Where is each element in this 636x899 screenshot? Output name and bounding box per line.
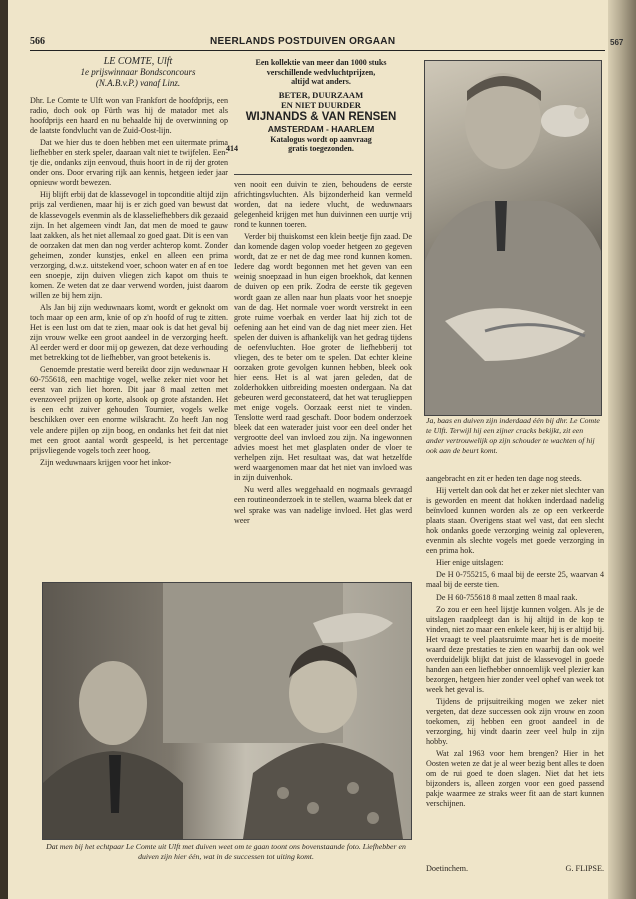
article-subtitle-2: (N.A.B.v.P.) vanaf Linz. <box>95 78 181 88</box>
paragraph: Genoemde prestatie werd bereikt door zijn weduwnaar H 60-755618, een machtige vogel, welke zeker niet voor het eerst van zich liet horen. Dit jaar 8 maal zetten met evenzoveel prijzen op korte, alsook op grote afstanden. Het is een echt zuiver gehouden Tournier, vogels welke beschikken over een enorme wilskracht. Zo heeft Jan nog vele andere pijlen op zijn boog, en ondanks het feit dat niet met een groot aantal wordt gespeeld, is het percentage prijsvliegende vogels toch zeer hoog. <box>30 365 228 455</box>
ad-line-1: Een kollektie van meer dan 1000 stuks <box>255 58 387 67</box>
paragraph: Zijn weduwnaars krijgen voor het inkor- <box>40 457 172 467</box>
caption-bottom: Dat men bij het echtpaar Le Comte uit Ulft met duiven weet om te gaan toont ons bovenstaande foto. Liefhebber en duiven zijn hier één, wat in de successen tot uiting komt. <box>46 842 406 861</box>
paragraph: Zo zou er een heel lijstje kunnen volgen. Als je de uitslagen raadpleegt dan is hij altijd in de kop te vinden, niet zo maar een enkele keer, hij is er altijd bij. Het vraagt te veel plaatsruimte maar het is de moeite waard deze prestaties te zien en waarbij dan ook wel overduidelijk blijkt dat juist de klassevogel in goede handen aan een liefhebber onnoemlijk veel plezier kan bezorgen, hetgeen hier zonder veel ophef van week tot week het geval is. <box>426 604 604 694</box>
paragraph: Dat we hier dus te doen hebben met een uitermate prima liefhebber en sterk speler, daaraan valt niet te twijfelen. Een-tje die, ondanks zijn eenvoud, thuis hoort in de rij der groten onder ons. Door ervaring rijk aan kennis, hetgeen ieder jaar opnieuw wordt bewezen. <box>30 138 228 188</box>
ad-line-3: altijd wat anders. <box>291 77 351 86</box>
photo-man-with-pigeons-illustration <box>425 61 601 415</box>
ad-divider <box>234 174 412 175</box>
article-author: G. FLIPSE. <box>565 864 604 873</box>
paragraph: Als Jan bij zijn weduwnaars komt, wordt er geknokt om toch maar op een arm, knie of op z'n hoofd of rug te zitten. Het is een lust om dat te zien, maar ook is dat het geval bij zijn vrouw welke een groot aandeel in de verzorging heeft. Al eerder werd er door mij op gewezen, dat deze verhouding met betrekking tot de liefhebber, van groot betekenis is. <box>30 302 228 363</box>
ad-catalog-2: gratis toegezonden. <box>288 144 354 153</box>
ad-city: AMSTERDAM - HAARLEM <box>267 123 375 134</box>
article-signoff <box>426 864 604 876</box>
ad-catalog-2-row <box>226 144 416 154</box>
page-header <box>30 36 605 51</box>
ad-slogan-2: EN NIET DUURDER <box>280 99 362 110</box>
article-subtitle-1: 1e prijswinnaar Bondsconcours <box>80 67 196 77</box>
result-item: De H 60-755618 8 maal zetten 8 maal raak. <box>436 592 578 602</box>
paragraph: Hij blijft erbij dat de klassevogel in topconditie altijd zijn prijs zal verdienen, maar hij is er zich goed van bewust dat de klassevogels evenmin als de klasseliefhebbers dik gezaaid zijn. In het algemeen vindt Jan, dat men de moed te gauw laat zakken, als het niet allemaal zo goed gaat. Dit is een van de oorzaken dat men dan nog verder achterop komt. Zonder geheimen, zonder kunstjes, enkel en alleen een prima verzorging, d.w.z. uitstekend voer, schoon water en af en toe een snoepje, zijn duiven vliegen zich kapot om thuis te komen. Ze weten dat ze daar verwend worden, juist daarom willen ze bij hem zijn. <box>30 190 229 300</box>
ad-line-2: verschillende wedvluchtprijzen, <box>266 67 376 77</box>
paragraph: ven nooit een duivin te zien, behoudens de eerste africhtingsvluchten. Als bijzonderheid kan vermeld worden, dat na iedere vlucht, de weduwnaars gelegenheid krijgen met hun duivinnen een uurtje vrij rond te kunnen toeren. <box>234 180 412 230</box>
journal-title: NEERLANDS POSTDUIVEN ORGAAN <box>210 36 396 47</box>
result-item: De H 0-755215, 6 maal bij de eerste 25, waarvan 4 maal bij de eerste tien. <box>426 570 604 590</box>
ad-slogan-1: BETER, DUURZAAM <box>278 89 364 100</box>
paragraph: Nu werd alles weggehaald en nogmaals gevraagd een routineonderzoek in te stellen, waarna bleek dat er wel sprake was van nadelige invloed. Het glas werd weer <box>234 485 412 525</box>
paragraph: Hij vertelt dan ook dat het er zeker niet slechter van is geworden en meent dat hokken inderdaad nadelig beïnvloed kunnen worden als ze op een verkeerde plaats staan. Overigens staat wel vast, dat een slecht hok ondanks goede verzorging weinig zal opleveren, evenmin als slechte vogels met goede verzorging in een prima hok. <box>426 486 604 556</box>
photo-man-with-pigeons <box>424 60 602 416</box>
article-place: Doetinchem. <box>426 864 469 873</box>
paragraph: Wat zal 1963 voor hem brengen? Hier in het Oosten weten ze dat je al weer bezig bent alles te doen om de rui goed te doen slagen. Niet dat het iets bijzonders is, alleen zorgen voor een goed passend pakje waarmee ze straks weer fit aan de start kunnen verschijnen. <box>426 749 604 809</box>
ad-number: 414 <box>226 144 238 153</box>
ad-company: WIJNANDS & VAN RENSEN <box>245 110 397 123</box>
next-page-number: 567 <box>610 38 624 47</box>
paragraph: Tijdens de prijsuitreiking mogen we zeker niet vergeten, dat deze successen ook zijn vrouw en zoon toekomen, zij hebben een groot aandeel in de verzorging, hij vindt daarin zeer veel hulp in zijn hobby. <box>426 696 604 747</box>
magazine-page <box>8 0 608 899</box>
adjacent-page-edge <box>608 0 636 899</box>
paragraph: Dhr. Le Comte te Ulft won van Frankfort de hoofdprijs, een radio, doch ook op Fürth was hij de matador met als hoofdprijs een haard en nu behaalde hij de overwinning op de laatste fondvlucht van de Zuid-Oost-lijn. <box>30 96 228 136</box>
ad-catalog-1: Katalogus wordt op aanvraag <box>270 134 372 144</box>
page-number: 566 <box>30 36 45 47</box>
paragraph: Verder bij thuiskomst een klein beetje fijn zaad. De dan komende dagen volop voeder hetgeen zo gegeven wordt, dat ze er net de dag mee rond kunnen komen. Iedere dag wordt begonnen met het geven van een weinig snoepzaad in hun eigen broekhok, dat kennen de duiven op een prik. Zodra de eerste tik gegeven wordt gaan ze allen naar hun plaats voor het snoepje van de dag. Het normale voer wordt verstrekt in een grote ruime voerbak en verder laat hij zich tot de oefening aan het eind van de dag niet meer zien. Het spelen der duiven is afhankelijk van het gedrag tijdens de oefenvluchten. Hoe groter de liefhebberij tot vliegen, des te beter om te spelen. Dat echter kleine oorzaken grote gevolgen kunnen hebben, bleek ook hier eens. Het is al wat jaren geleden, dat de zolderhokken uitbreiding moesten ondergaan. Na dat gebeuren werd geconstateerd, dat het wat teruglieppen met enige vogels. Oorzaak eerst niet te vinden. Tenslotte werd raad geschaft. Door bodem onderzoek bleek dat een waterader juist voor een deel onder het vergrootte deel van invloed zou zijn. Na ingewonnen advies moest het met glasplaten onder de vloer te verhelpen zijn. Het resultaat was, dat wat hetzelfde werd waargenomen maar dat het niet van invloed was in zijn duivenhok. <box>234 232 412 483</box>
photo-couple-illustration <box>43 583 411 839</box>
article-column-3 <box>426 474 604 812</box>
advertisement <box>226 58 416 154</box>
article-column-1 <box>30 96 228 470</box>
article-title: LE COMTE, Ulft <box>103 56 173 67</box>
paragraph: aangebracht en zit er heden ten dage nog steeds. <box>426 474 582 483</box>
results-intro: Hier enige uitslagen: <box>436 558 504 568</box>
caption-top-right: Ja, baas en duiven zijn inderdaad één bij dhr. Le Comte te Ulft. Terwijl hij een zijner cracks bekijkt, zit een ander vertrouwelijk op zijn schouder te wachten of hij ook aan de beurt komt. <box>426 416 600 455</box>
article-heading <box>48 56 228 89</box>
article-column-2 <box>234 180 412 528</box>
photo-couple <box>42 582 412 840</box>
